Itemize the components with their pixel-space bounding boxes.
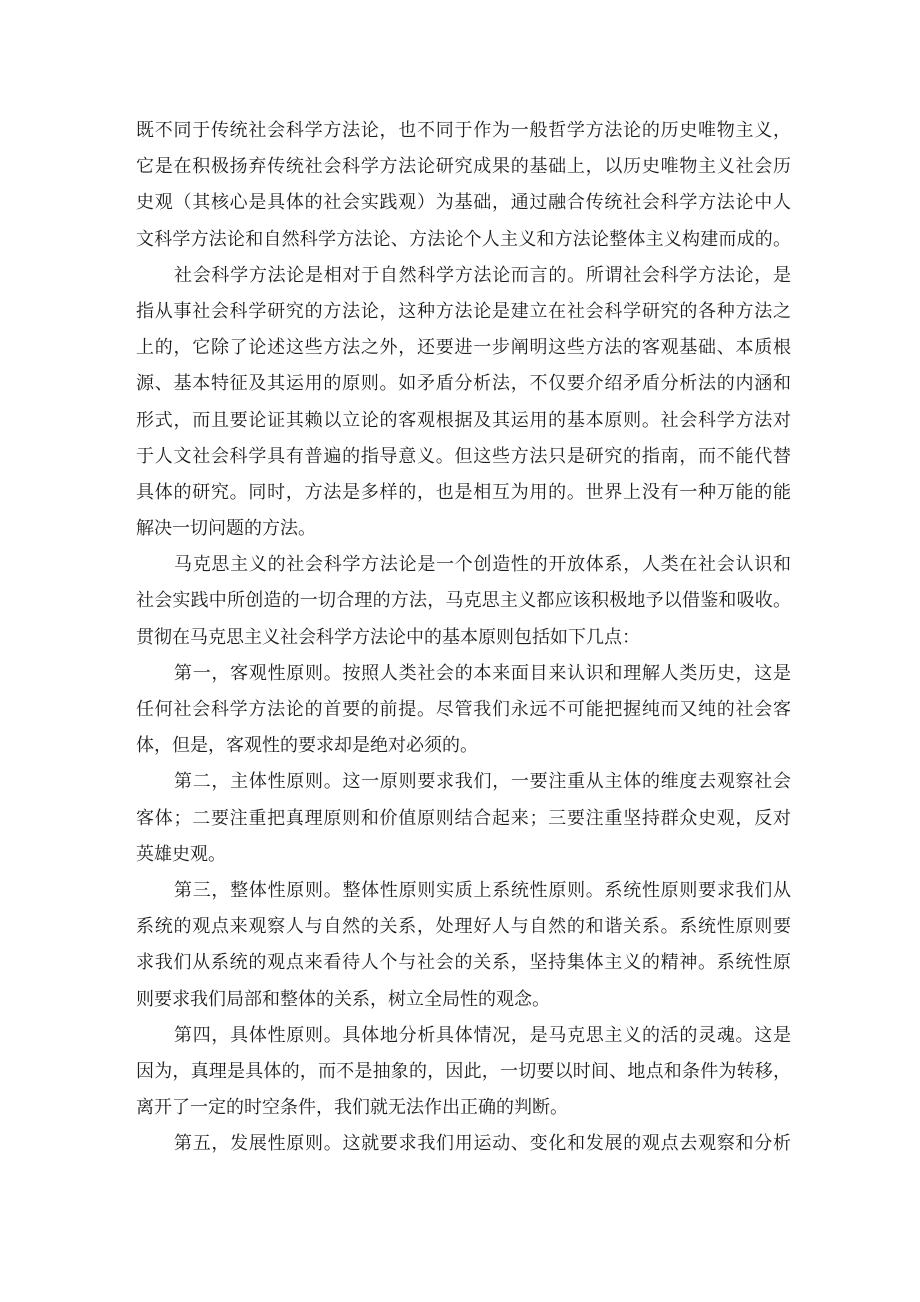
text-line: 求我们从系统的观点来看待人个与社会的关系，坚持集体主义的精神。系统性原 bbox=[136, 952, 791, 973]
text-line: 社会实践中所创造的一切合理的方法，马克思主义都应该积极地予以借鉴和吸收。 bbox=[136, 590, 791, 611]
paragraph bbox=[136, 1125, 791, 1161]
text-line: 系统的观点来观察人与自然的关系，处理好人与自然的和谐关系。系统性原则要 bbox=[136, 916, 791, 937]
text-line: 解决一切问题的方法。 bbox=[136, 518, 316, 539]
text-line: 第四，具体性原则。具体地分析具体情况，是马克思主义的活的灵魂。这是 bbox=[174, 1024, 791, 1045]
text-line: 第一，客观性原则。按照人类社会的本来面目来认识和理解人类历史，这是 bbox=[174, 662, 791, 683]
text-line: 则要求我们局部和整体的关系，树立全局性的观念。 bbox=[136, 988, 550, 1009]
text-line: 离开了一定的时空条件，我们就无法作出正确的判断。 bbox=[136, 1097, 568, 1118]
text-line: 英雄史观。 bbox=[136, 843, 226, 864]
text-line: 指从事社会科学研究的方法论，这种方法论是建立在社会科学研究的各种方法之 bbox=[136, 300, 791, 321]
text-line: 上的，它除了论述这些方法之外，还要进一步阐明这些方法的客观基础、本质根 bbox=[136, 337, 791, 358]
text-line: 文科学方法论和自然科学方法论、方法论个人主义和方法论整体主义构建而成的。 bbox=[136, 228, 791, 249]
text-line: 源、基本特征及其运用的原则。如矛盾分析法，不仅要介绍矛盾分析法的内涵和 bbox=[136, 373, 791, 394]
text-line: 贯彻在马克思主义社会科学方法论中的基本原则包括如下几点： bbox=[136, 626, 640, 647]
text-line: 因为，真理是具体的，而不是抽象的，因此，一切要以时间、地点和条件为转移， bbox=[136, 1060, 791, 1081]
text-line: 史观（其核心是具体的社会实践观）为基础，通过融合传统社会科学方法论中人 bbox=[136, 192, 791, 213]
text-line: 社会科学方法论是相对于自然科学方法论而言的。所谓社会科学方法论，是 bbox=[174, 264, 791, 285]
text-line: 具体的研究。同时，方法是多样的，也是相互为用的。世界上没有一种万能的能 bbox=[136, 481, 791, 502]
paragraph bbox=[136, 546, 791, 655]
paragraph bbox=[136, 112, 791, 257]
paragraph bbox=[136, 872, 791, 1017]
text-line: 客体；二要注重把真理原则和价值原则结合起来；三要注重坚持群众史观，反对 bbox=[136, 807, 791, 828]
text-line: 它是在积极扬弃传统社会科学方法论研究成果的基础上，以历史唯物主义社会历 bbox=[136, 156, 791, 177]
text-line: 既不同于传统社会科学方法论，也不同于作为一般哲学方法论的历史唯物主义， bbox=[136, 120, 791, 140]
paragraph bbox=[136, 763, 791, 872]
text-line: 第五，发展性原则。这就要求我们用运动、变化和发展的观点去观察和分析 bbox=[174, 1133, 791, 1154]
paragraph bbox=[136, 1017, 791, 1126]
text-line: 体，但是，客观性的要求却是绝对必须的。 bbox=[136, 735, 478, 756]
paragraph bbox=[136, 655, 791, 764]
text-line: 马克思主义的社会科学方法论是一个创造性的开放体系，人类在社会认识和 bbox=[174, 554, 791, 575]
text-line: 于人文社会科学具有普遍的指导意义。但这些方法只是研究的指南，而不能代替 bbox=[136, 445, 791, 466]
text-line: 任何社会科学方法论的首要的前提。尽管我们永远不可能把握纯而又纯的社会客 bbox=[136, 699, 791, 719]
document-text-block bbox=[136, 112, 791, 1161]
paragraph bbox=[136, 257, 791, 547]
text-line: 形式，而且要论证其赖以立论的客观根据及其运用的基本原则。社会科学方法对 bbox=[136, 409, 791, 430]
text-line: 第二，主体性原则。这一原则要求我们，一要注重从主体的维度去观察社会 bbox=[174, 771, 791, 792]
text-line: 第三，整体性原则。整体性原则实质上系统性原则。系统性原则要求我们从 bbox=[174, 879, 791, 900]
